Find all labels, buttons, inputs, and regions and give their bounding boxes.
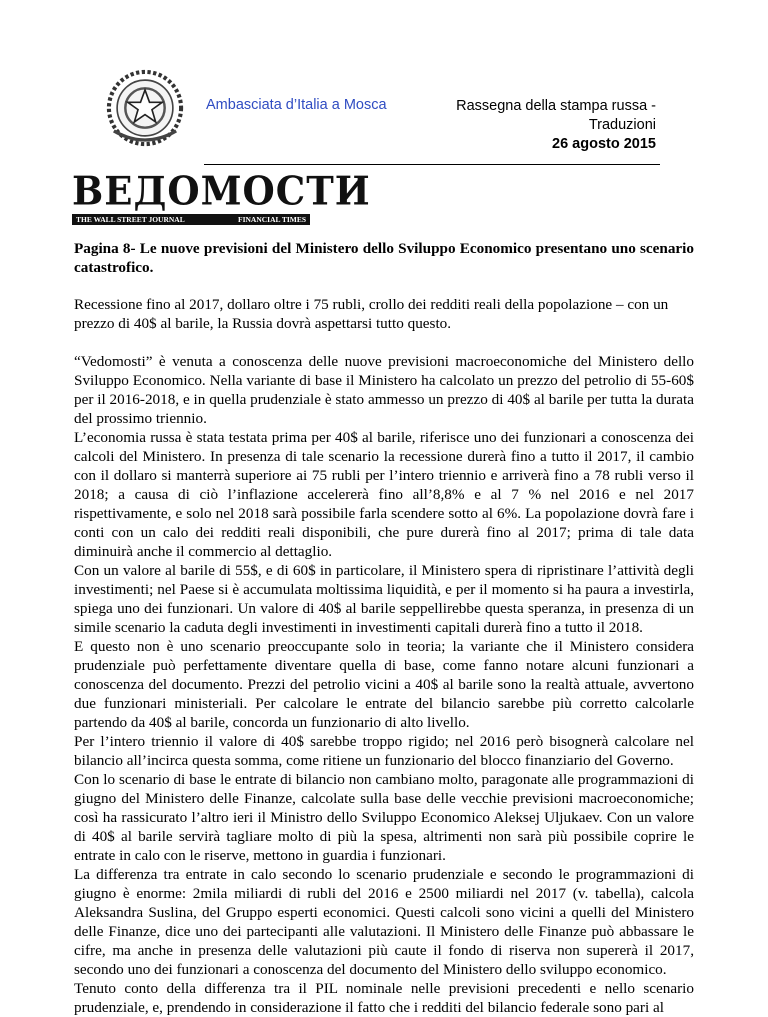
vedomosti-logo — [72, 167, 371, 228]
review-date: 26 agosto 2015 — [552, 136, 656, 152]
italian-republic-emblem-icon — [104, 67, 186, 149]
article-paragraph: Con un valore al barile di 55$, e di 60$ in particolare, il Ministero spera di ripristinare l’attività degli investimenti; nel Paese si è accumulata moltissima liquidità, e per il momento si ha paura a investirla, spiega uno dei funzionari. Un valore di 40$ al barile seppellirebbe questa speranza, in presenza di un simile scenario la caduta degli investimenti in investimenti capitali durerà fino a tutto il 2018. — [74, 562, 694, 636]
header-divider — [204, 164, 660, 165]
embassy-name: Ambasciata d’Italia a Mosca — [206, 97, 387, 113]
article-paragraph: “Vedomosti” è venuta a conoscenza delle nuove previsioni macroeconomiche del Ministero dello Sviluppo Economico. Nella variante di base il Ministero ha calcolato un prezzo del petrolio di 55-60$ per il 2016-2018, e in quella prudenziale è stato ammesso un prezzo di 40$ al barile per tutta la durata del prossimo triennio. — [74, 353, 694, 427]
logo-partners-strip — [72, 214, 310, 225]
review-title-line2: Traduzioni — [588, 117, 656, 133]
article-paragraph: La differenza tra entrate in calo secondo lo scenario prudenziale e secondo le programmazioni di giugno è enorme: 2mila miliardi di rubli del 2016 e 2500 miliardi nel 2017 (v. tabella), calcola Aleksandra Suslina, del Gruppo esperti economici. Questi calcoli sono vicini a quelli del Ministero delle Finanze, dice uno dei partecipanti alle valutazioni. Il Ministero delle Finanze può abbassare le cifre, ma anche in presenza delle valutazioni più caute il fondo di riserva non supererà il 2017, secondo uno dei funzionari a conoscenza del documento del Ministero dello sviluppo economico. — [74, 866, 694, 978]
logo-wordmark: ВЕДОМОСТИ — [72, 167, 371, 215]
logo-partner-wsj: THE WALL STREET JOURNAL — [76, 215, 185, 224]
article-paragraph: E questo non è uno scenario preoccupante solo in teoria; la variante che il Ministero considera prudenziale può perfettamente diventare quella di base, come fanno notare alcuni funzionari a conoscenza del documento. Prezzi del petrolio vicini a 40$ al barile sono la realtà attuale, avvertono due funzionari ministeriali. Per calcolare le entrate del bilancio sarebbe più corretto calcolarle partendo da 40$ al barile, concorda un funzionario di alto livello. — [74, 638, 694, 731]
article-body — [74, 352, 694, 1017]
logo-partner-ft: FINANCIAL TIMES — [237, 215, 306, 224]
article-paragraph: Con lo scenario di base le entrate di bilancio non cambiano molto, paragonate alle programmazioni di giugno del Ministero delle Finanze, calcolate sulla base delle vecchie previsioni macroeconomiche; così ha rassicurato l’altro ieri il Ministro dello Sviluppo Economico Aleksej Uljukaev. Con un valore di 40$ al barile servirà tagliare molto di più la spesa, altrimenti non sarà più possibile coprire le entrate in calo con le riserve, mettono in guardia i funzionari. — [74, 771, 694, 864]
article-title: Pagina 8- Le nuove previsioni del Ministero dello Sviluppo Economico presentano uno scenario catastrofico. — [74, 240, 694, 276]
article-paragraph: Per l’intero triennio il valore di 40$ sarebbe troppo rigido; nel 2016 però bisognerà calcolare nel bilancio all’incirca questa somma, come ritiene un funzionario del blocco finanziario del Governo. — [74, 733, 694, 769]
review-title-line1: Rassegna della stampa russa - — [456, 98, 656, 114]
article-paragraph: L’economia russa è stata testata prima per 40$ al barile, riferisce uno dei funzionari a conoscenza dei calcoli del Ministero. In presenza di tale scenario la recessione durerà fino a tutto il 2017, il cambio con il dollaro si manterrà superiore ai 75 rubli per l’intero triennio e arriverà fino a 78 rubli verso il 2018; a causa di ciò l’inflazione accelererà fino all’8,8% e al 7 % nel 2016 e nel 2017 rispettivamente, e solo nel 2018 sarà possibile farla scendere sotto al 6%. La popolazione dovrà fare i conti con un calo dei redditi reali disponibili, che pure durerà fino al 2017; prima di tale data diminuirà anche il commercio al dettaglio. — [74, 429, 694, 560]
review-header — [430, 97, 656, 154]
article-lead: Recessione fino al 2017, dollaro oltre i 75 rubli, crollo dei redditi reali della popolazione – con un prezzo di 40$ al barile, la Russia dovrà aspettarsi tutto questo. — [74, 296, 669, 332]
article-paragraph: Tenuto conto della differenza tra il PIL nominale nelle previsioni precedenti e nello scenario prudenziale, e, prendendo in considerazione il fatto che i redditi del bilancio federale sono pari al — [74, 980, 694, 1016]
